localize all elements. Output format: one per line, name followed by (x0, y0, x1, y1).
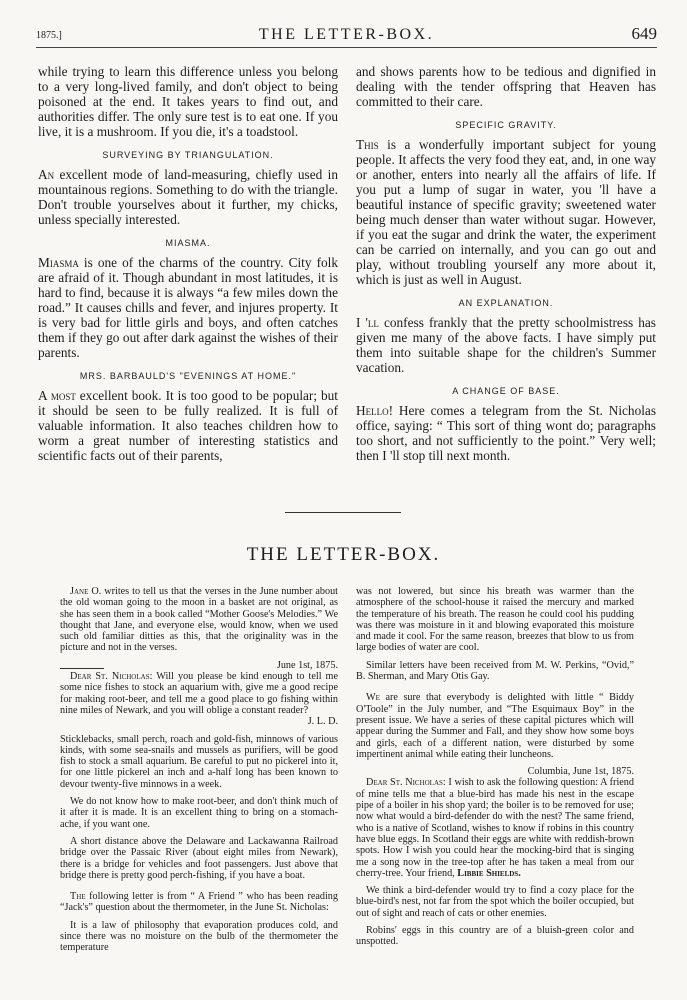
surveying-text: excellent mode of land-measuring, chiefly used in mountainous regions. Something to do with the triangle. Don't trouble yourselves about it further, my chicks, unless specially interested. (38, 167, 338, 227)
letters-right-column (356, 586, 634, 954)
base-text: Here comes a telegram from the St. Nicholas office, saying: “ This sort of thing wont do; paragraphs too short, and not sufficiently to the point.” Very well; then I 'll stop till next month. (356, 403, 656, 463)
robins-reply: Robins' eggs in this country are of a bluish-green color and unspotted. (356, 925, 634, 948)
miasma-text: is one of the charms of the country. City folk are afraid of it. Though abundant in most latitudes, it is hard to find, because it is always “a few miles down the road.” It causes chills and fever, and injures property. It is very bad for little girls and boys, and often catches them if they go out after dark against the wishes of their parents. (38, 255, 338, 360)
surveying-lead: An (38, 167, 55, 182)
libbie-salutation: Dear St. Nicholas: (366, 777, 446, 789)
gravity-lead: This (356, 137, 379, 152)
pictures-text: are sure that everybody is delighted with little “ Biddy O'Toole” in the July number, and “The Esquimaux Boy” in the present issue. We have a series of these capital pictures which will appear during the Summer and Fall, and they show how some boys and girls, each of a different nation, were disturbed by some impertinent animal while eating their luncheons. (356, 692, 634, 760)
heading-gravity: SPECIFIC GRAVITY. (455, 120, 557, 130)
parents-paragraph: and shows parents how to be tedious and dignified in dealing with the tender offspring that Heaven has committed to their care. (356, 64, 656, 109)
letter-friend-intro (60, 891, 338, 914)
heading-barbauld: MRS. BARBAULD'S "EVENINGS AT HOME." (79, 371, 297, 381)
columbia-date: Columbia, June 1st, 1875. (527, 766, 634, 778)
jane-text: writes to tell us that the verses in the June number about the old woman going to the moon in a basket are not original, as she has seen them in a book called “Mother Goose's Melodies.” We thought that Jane, and everyone else, would know, when we used such old familiar ditties as this, that the originality was in the picture and not in the verses. (60, 586, 338, 654)
explanation-lead: I 'll (356, 315, 379, 330)
mushroom-paragraph: while trying to learn this difference unless you belong to a very long-lived family, and don't object to being poisoned at the end. It takes years to find out, and authorities differ. The only sure test is to eat one. If you live, it is a mushroom. If you die, it's a toadstool. (38, 64, 338, 139)
letters-left-column (60, 586, 338, 960)
base-lead: Hello! (356, 403, 394, 418)
header-year: 1875.] (36, 30, 62, 41)
bird-defender-reply: We think a bird-defender would try to find a cozy place for the blue-bird's nest, not far from the spot which the boiler occupied, but out of sight and reach of cats or other enemies. (356, 885, 634, 919)
libbie-signature: Libbie Shields. (457, 867, 521, 879)
gravity-text: is a wonderfully important subject for young people. It affects the very food they eat, and, in one way or another, enters into nearly all the affairs of life. If you put a lump of sugar in water, you 'll have a beautiful instance of specific gravity; sweetened water being much denser than water without sugar. However, if you eat the sugar and drink the water, the experiment can be carried on internally, and you can go out and play, without troubling yourself any more about it, which is just as well in August. (356, 137, 656, 287)
left-column (38, 64, 338, 463)
base-paragraph (356, 403, 656, 463)
page-header (36, 24, 657, 46)
barbauld-lead: A most (38, 388, 76, 403)
friend-lead: The (70, 891, 86, 903)
miasma-paragraph (38, 255, 338, 360)
letter-jane (60, 586, 338, 654)
explanation-text: confess frankly that the pretty schoolmistress has given me many of the above facts. I have simply put them into suitable shape for the children's Summer vacation. (356, 315, 656, 375)
heading-base: A CHANGE OF BASE. (452, 386, 560, 396)
friend-text: following letter is from “ A Friend ” who has been reading “Jack's” question about the thermometer, in the June St. Nicholas: (60, 891, 338, 914)
running-title: THE LETTER-BOX. (258, 26, 435, 43)
section-divider (285, 512, 401, 513)
aquarium-reply: Sticklebacks, small perch, roach and gold-fish, minnows of various kinds, with some sea-snails and mussels as purifiers, will be good fish to stock a small aquarium. Be careful to put no pickerel into it, for one little pickerel an inch and a-half long has been known to devour twenty-five minnows in a week. (60, 733, 338, 790)
explanation-paragraph (356, 315, 656, 375)
letter-jld (60, 671, 338, 716)
pictures-lead: We (366, 692, 380, 704)
similar-letters: Similar letters have been received from M. W. Perkins, “Ovid,” B. Sherman, and Mary Otis Gay. (356, 659, 634, 683)
libbie-text: I wish to ask the following question: A friend of mine tells me that a blue-bird has made his nest in the escape pipe of a boiler in his shop yard; the boiler is to be removed for use; now what would a bird-defender do with the nest? The same friend, who is a native of Scotland, wishes to know if robins in this country have blue eggs. In Scotland their eggs are white with reddish-brown spots. How I wish you could hear the mocking-bird that is singing me a song now in the tree-top after he has taken a meal from our cherry-tree. Your friend, (356, 777, 634, 879)
jld-salutation: Dear St. Nicholas: (70, 671, 153, 683)
letter-libbie (356, 777, 634, 879)
miasma-lead: Miasma (38, 255, 79, 270)
thermometer-continued: was not lowered, but since his breath was warmer than the atmosphere of the school-house it raised the mercury and marked the temperature of his breath. The reason he could cool his pudding was there was moisture in it and blowing evaporated this moisture and made it cool. For the same reason, breezes that blow to us from large bodies of water are cool. (356, 586, 634, 654)
gravity-paragraph (356, 137, 656, 287)
letter-date: June 1st, 1875. (276, 659, 338, 671)
letter-rule (60, 668, 104, 669)
letter-dateline (60, 660, 338, 671)
thermometer-letter: It is a law of philosophy that evaporation produces cold, and since there was no moisture on the bulb of the thermometer the temperature (60, 919, 338, 954)
barbauld-paragraph (38, 388, 338, 463)
rootbeer-reply: We do not know how to make root-beer, and don't think much of it after it is made. It is an excellent thing to bring on a stomach-ache, if you want one. (60, 796, 338, 830)
page-number: 649 (631, 24, 657, 43)
surveying-paragraph (38, 167, 338, 227)
jld-text: Will you please be kind enough to tell me some nice fishes to stock an aquarium with, give me a good recipe for making root-beer, and tell me a good place to go fishing within nine miles of Newark, and you will oblige a constant reader? (60, 671, 338, 716)
jane-lead: Jane O. (70, 586, 102, 597)
barbauld-text: excellent book. It is too good to be popular; but it should be seen to be fully realized. It is full of valuable information. It also teaches children how to worm a great number of interesting statistics and scientific facts out of their parents, (38, 388, 338, 463)
heading-surveying: SURVEYING BY TRIANGULATION. (102, 150, 274, 160)
pictures-note (356, 692, 634, 760)
heading-miasma: MIASMA. (165, 238, 211, 248)
fishing-reply: A short distance above the Delaware and Lackawanna Railroad bridge over the Passaic River (about eight miles from Newark), there is a bridge for vehicles and foot passengers. Just above that bridge there is pretty good perch-fishing, if you have a boat. (60, 835, 338, 881)
heading-explanation: AN EXPLANATION. (458, 298, 554, 308)
header-rule (36, 47, 657, 48)
jld-signature: J. L. D. (307, 716, 338, 728)
letter-box-title: THE LETTER-BOX. (246, 544, 441, 565)
right-column (356, 64, 656, 463)
